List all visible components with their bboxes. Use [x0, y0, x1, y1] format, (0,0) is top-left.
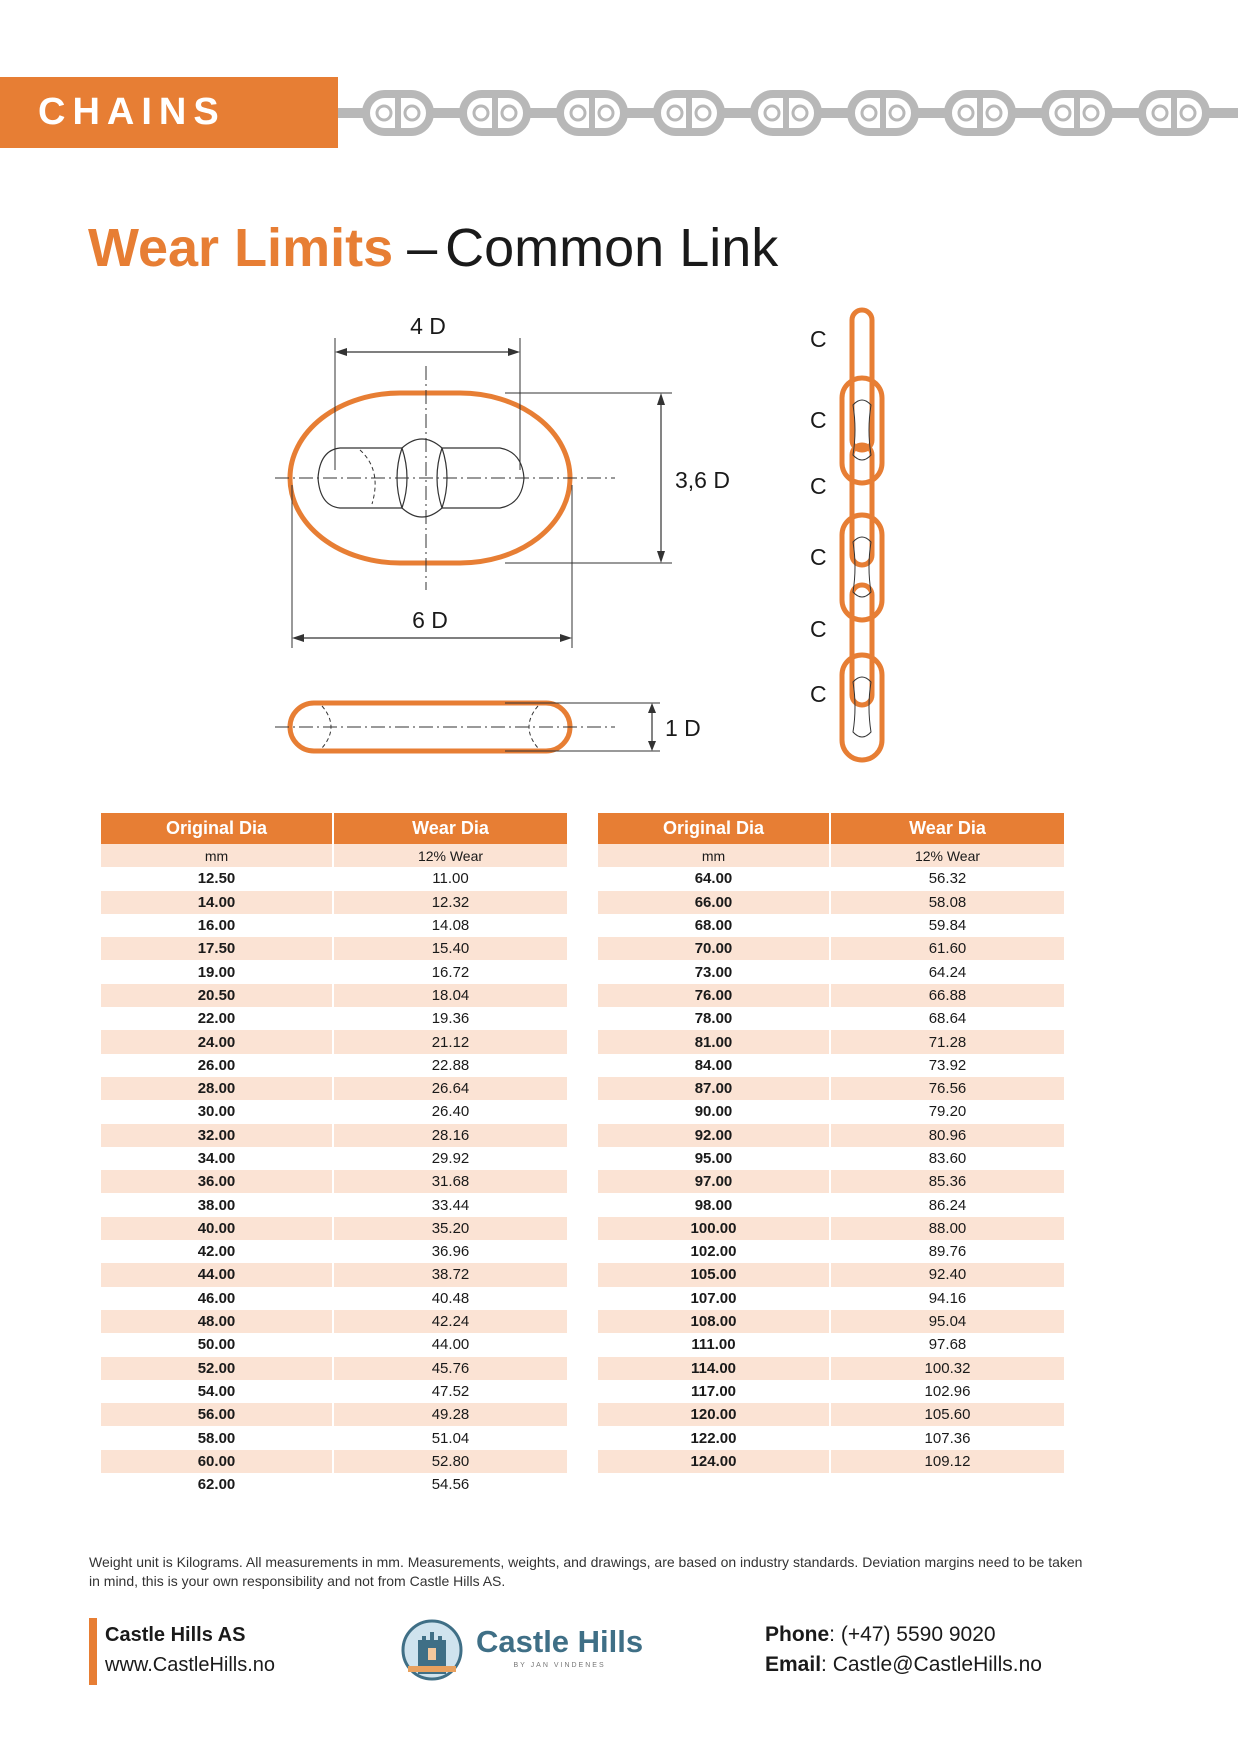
original-dia-cell: 107.00 [598, 1287, 831, 1310]
table-row [598, 1170, 1064, 1193]
wear-dia-cell: 86.24 [928, 1196, 967, 1214]
original-dia-cell: 76.00 [598, 984, 831, 1007]
dim-6d-label: 6 D [412, 607, 448, 633]
original-dia-cell: 19.00 [101, 960, 334, 983]
table-row [101, 1054, 567, 1077]
table-row [101, 1380, 567, 1403]
table-row [598, 867, 1064, 890]
original-dia-cell: 54.00 [101, 1380, 334, 1403]
logo-name: Castle Hills [476, 1624, 644, 1659]
check-label-3: C [810, 473, 827, 499]
wear-dia-cell: 51.04 [431, 1429, 470, 1447]
original-dia-cell: 56.00 [101, 1403, 334, 1426]
unit-original: mm [101, 844, 334, 867]
table-row [101, 1263, 567, 1286]
unit-wear: 12% Wear [831, 844, 1064, 867]
chain-stud-icon [1074, 98, 1080, 128]
original-dia-cell: 26.00 [101, 1054, 334, 1077]
original-dia-cell: 64.00 [598, 867, 831, 890]
table-row [598, 1193, 1064, 1216]
wear-dia-cell: 36.96 [431, 1243, 470, 1261]
wear-dia-cell: 21.12 [334, 1030, 567, 1053]
table-row [598, 1240, 1064, 1263]
table-row [598, 1054, 1064, 1077]
wear-dia-cell: 71.28 [831, 1030, 1064, 1053]
wear-dia-cell: 94.16 [928, 1289, 967, 1307]
table-row [598, 914, 1064, 937]
chain-stud-icon [1171, 98, 1177, 128]
castle-logo-icon [400, 1618, 464, 1682]
table-row [598, 891, 1064, 914]
wear-dia-cell: 100.32 [831, 1357, 1064, 1380]
table-row [101, 1170, 567, 1193]
table-row [101, 1147, 567, 1170]
table-row [101, 867, 567, 890]
wear-dia-cell: 109.12 [831, 1450, 1064, 1473]
table-row [101, 1403, 567, 1426]
unit-wear: 12% Wear [334, 844, 567, 867]
wear-dia-cell: 40.48 [431, 1289, 470, 1307]
original-dia-cell: 95.00 [598, 1147, 831, 1170]
table-row [598, 937, 1064, 960]
wear-dia-cell: 35.20 [334, 1217, 567, 1240]
wear-dia-cell: 18.04 [334, 984, 567, 1007]
wear-dia-cell: 88.00 [831, 1217, 1064, 1240]
company-accent-bar [89, 1618, 97, 1685]
table-row [101, 1100, 567, 1123]
wear-dia-cell: 12.32 [334, 891, 567, 914]
check-label-4: C [810, 544, 827, 570]
original-dia-cell: 98.00 [598, 1193, 831, 1216]
table-row [101, 1426, 567, 1449]
wear-dia-cell: 19.36 [431, 1010, 470, 1028]
wear-dia-cell: 102.96 [924, 1382, 971, 1400]
original-dia-cell: 44.00 [101, 1263, 334, 1286]
col-wear-dia: Wear Dia [831, 813, 1064, 844]
company-info [105, 1620, 275, 1680]
chain-stud-icon [977, 98, 983, 128]
table-row [101, 960, 567, 983]
original-dia-cell: 97.00 [598, 1170, 831, 1193]
wear-dia-cell: 89.76 [928, 1243, 967, 1261]
original-dia-cell: 46.00 [101, 1287, 334, 1310]
wear-dia-cell: 58.08 [831, 891, 1064, 914]
chain-stud-icon [783, 98, 789, 128]
original-dia-cell: 70.00 [598, 937, 831, 960]
original-dia-cell: 111.00 [598, 1333, 831, 1356]
title-main: Wear Limits [88, 218, 394, 278]
original-dia-cell: 120.00 [598, 1403, 831, 1426]
original-dia-cell: 40.00 [101, 1217, 334, 1240]
table-row [101, 1357, 567, 1380]
original-dia-cell: 60.00 [101, 1450, 334, 1473]
original-dia-cell: 14.00 [101, 891, 334, 914]
table-row [101, 1007, 567, 1030]
wear-dia-cell: 49.28 [334, 1403, 567, 1426]
phone-line [765, 1620, 1042, 1650]
original-dia-cell: 32.00 [101, 1124, 334, 1147]
title-dash: – [407, 218, 438, 278]
original-dia-cell: 20.50 [101, 984, 334, 1007]
wear-dia-cell: 26.40 [431, 1103, 470, 1121]
wear-dia-cell: 83.60 [928, 1150, 967, 1167]
check-label-1: C [810, 326, 827, 352]
email-line [765, 1650, 1042, 1680]
wear-dia-cell: 59.84 [928, 917, 967, 935]
chain-stud-icon [686, 98, 692, 128]
wear-dia-cell: 28.16 [334, 1124, 567, 1147]
wear-dia-cell: 66.88 [831, 984, 1064, 1007]
original-dia-cell: 78.00 [598, 1007, 831, 1030]
chain-strip-illustration [338, 82, 1238, 144]
original-dia-cell: 90.00 [598, 1100, 831, 1123]
dim-4d-label: 4 D [410, 313, 446, 339]
original-dia-cell: 34.00 [101, 1147, 334, 1170]
wear-dia-cell: 79.20 [928, 1103, 967, 1121]
wear-dia-cell: 107.36 [924, 1429, 971, 1447]
table-row [598, 1263, 1064, 1286]
table-row [598, 1403, 1064, 1426]
original-dia-cell: 68.00 [598, 914, 831, 937]
company-website[interactable]: www.CastleHills.no [105, 1654, 276, 1676]
table-row [101, 1217, 567, 1240]
wear-dia-cell: 42.24 [334, 1310, 567, 1333]
original-dia-cell: 30.00 [101, 1100, 334, 1123]
original-dia-cell: 28.00 [101, 1077, 334, 1100]
original-dia-cell: 81.00 [598, 1030, 831, 1053]
table-row [101, 1193, 567, 1216]
original-dia-cell: 17.50 [101, 937, 334, 960]
table-row [101, 1450, 567, 1473]
wear-dia-cell: 68.64 [928, 1010, 967, 1028]
original-dia-cell: 124.00 [598, 1450, 831, 1473]
wear-dia-cell: 16.72 [431, 963, 470, 981]
original-dia-cell: 108.00 [598, 1310, 831, 1333]
original-dia-cell: 22.00 [101, 1007, 334, 1030]
wear-dia-cell: 52.80 [334, 1450, 567, 1473]
table-row [598, 1287, 1064, 1310]
check-label-5: C [810, 616, 827, 642]
original-dia-cell: 114.00 [598, 1357, 831, 1380]
table-row [101, 914, 567, 937]
wear-dia-cell: 26.64 [334, 1077, 567, 1100]
table-row [598, 1333, 1064, 1356]
title-sub: Common Link [445, 218, 779, 278]
table-row [101, 1077, 567, 1100]
table-row [598, 1426, 1064, 1449]
wear-dia-cell: 44.00 [431, 1336, 470, 1354]
dim-36d-label: 3,6 D [675, 467, 730, 493]
table-row [598, 984, 1064, 1007]
wear-dia-cell: 11.00 [432, 870, 469, 888]
original-dia-cell: 42.00 [101, 1240, 334, 1263]
table-row [101, 1240, 567, 1263]
wear-dia-cell: 105.60 [831, 1403, 1064, 1426]
original-dia-cell: 12.50 [101, 867, 334, 890]
wear-dia-cell: 64.24 [928, 963, 967, 981]
table-row [101, 1310, 567, 1333]
units-row [598, 844, 1064, 867]
email-address[interactable]: : Castle@CastleHills.no [821, 1653, 1042, 1676]
table-row [598, 1310, 1064, 1333]
original-dia-cell: 87.00 [598, 1077, 831, 1100]
units-row [101, 844, 567, 867]
table-row [598, 1380, 1064, 1403]
logo-tagline: BY JAN VINDENES [513, 1662, 606, 1669]
phone-label: Phone [765, 1623, 830, 1646]
table-row [598, 1147, 1064, 1170]
table-row [101, 937, 567, 960]
original-dia-cell: 92.00 [598, 1124, 831, 1147]
original-dia-cell: 84.00 [598, 1054, 831, 1077]
table-row [598, 960, 1064, 983]
wear-dia-cell: 73.92 [928, 1056, 967, 1074]
col-original-dia: Original Dia [598, 813, 831, 844]
original-dia-cell: 48.00 [101, 1310, 334, 1333]
original-dia-cell: 117.00 [598, 1380, 831, 1403]
table-row [101, 1473, 567, 1496]
chain-stud-icon [880, 98, 886, 128]
wear-dia-cell: 95.04 [831, 1310, 1064, 1333]
col-wear-dia: Wear Dia [334, 813, 567, 844]
original-dia-cell: 58.00 [101, 1426, 334, 1449]
wear-dia-cell: 31.68 [334, 1170, 567, 1193]
original-dia-cell: 36.00 [101, 1170, 334, 1193]
wear-dia-cell: 54.56 [431, 1476, 470, 1494]
unit-original: mm [598, 844, 831, 867]
wear-dia-cell: 47.52 [431, 1382, 470, 1400]
wear-dia-cell: 76.56 [831, 1077, 1064, 1100]
table-row [598, 1124, 1064, 1147]
table-row [598, 1030, 1064, 1053]
table-row [598, 1077, 1064, 1100]
original-dia-cell: 62.00 [101, 1473, 334, 1496]
table-row [598, 1007, 1064, 1030]
wear-dia-cell: 15.40 [334, 937, 567, 960]
table-row [101, 1124, 567, 1147]
original-dia-cell: 16.00 [101, 914, 334, 937]
common-link-diagram [260, 300, 730, 760]
original-dia-cell: 122.00 [598, 1426, 831, 1449]
contact-info [765, 1620, 1042, 1680]
col-original-dia: Original Dia [101, 813, 334, 844]
chain-stud-icon [589, 98, 595, 128]
chain-stud-icon [395, 98, 401, 128]
table-row [101, 1287, 567, 1310]
original-dia-cell: 105.00 [598, 1263, 831, 1286]
table-row [598, 1357, 1064, 1380]
check-label-2: C [810, 407, 827, 433]
table-row [101, 984, 567, 1007]
table-row [101, 1030, 567, 1053]
table-row [598, 1217, 1064, 1240]
email-label: Email [765, 1653, 822, 1676]
dim-1d-label: 1 D [665, 715, 701, 741]
wear-dia-cell: 56.32 [928, 870, 967, 888]
wear-dia-cell: 33.44 [431, 1196, 470, 1214]
table-row [598, 1100, 1064, 1123]
section-banner: CHAINS [0, 77, 338, 148]
wear-dia-cell: 92.40 [831, 1263, 1064, 1286]
wear-dia-cell: 61.60 [831, 937, 1064, 960]
table-row [101, 1333, 567, 1356]
phone-number[interactable]: : (+47) 5590 9020 [829, 1623, 996, 1646]
logo-wordmark [476, 1624, 643, 1669]
page-title [88, 216, 778, 280]
table-row [598, 1450, 1064, 1473]
wear-dia-cell: 38.72 [334, 1263, 567, 1286]
original-dia-cell: 52.00 [101, 1357, 334, 1380]
wear-dia-cell: 85.36 [831, 1170, 1064, 1193]
wear-dia-cell: 14.08 [431, 917, 470, 935]
wear-dia-cell: 97.68 [928, 1336, 967, 1354]
original-dia-cell: 38.00 [101, 1193, 334, 1216]
original-dia-cell: 50.00 [101, 1333, 334, 1356]
wear-dia-cell: 22.88 [431, 1056, 470, 1074]
table-row [101, 891, 567, 914]
check-label-6: C [810, 681, 827, 707]
original-dia-cell: 73.00 [598, 960, 831, 983]
original-dia-cell: 24.00 [101, 1030, 334, 1053]
wear-table-left [101, 813, 567, 1496]
disclaimer-note: Weight unit is Kilograms. All measurements in mm. Measurements, weights, and drawings, are based on industry standards. Deviation margins need to be taken in mind, this is your own responsibility and not from Castle Hills AS. [89, 1554, 1083, 1589]
original-dia-cell: 100.00 [598, 1217, 831, 1240]
chain-check-diagram [795, 300, 915, 770]
wear-dia-cell: 80.96 [831, 1124, 1064, 1147]
wear-dia-cell: 29.92 [431, 1150, 470, 1167]
chain-stud-icon [492, 98, 498, 128]
original-dia-cell: 66.00 [598, 891, 831, 914]
company-name: Castle Hills AS [105, 1624, 246, 1646]
original-dia-cell: 102.00 [598, 1240, 831, 1263]
wear-table-right [598, 813, 1064, 1473]
wear-dia-cell: 45.76 [334, 1357, 567, 1380]
